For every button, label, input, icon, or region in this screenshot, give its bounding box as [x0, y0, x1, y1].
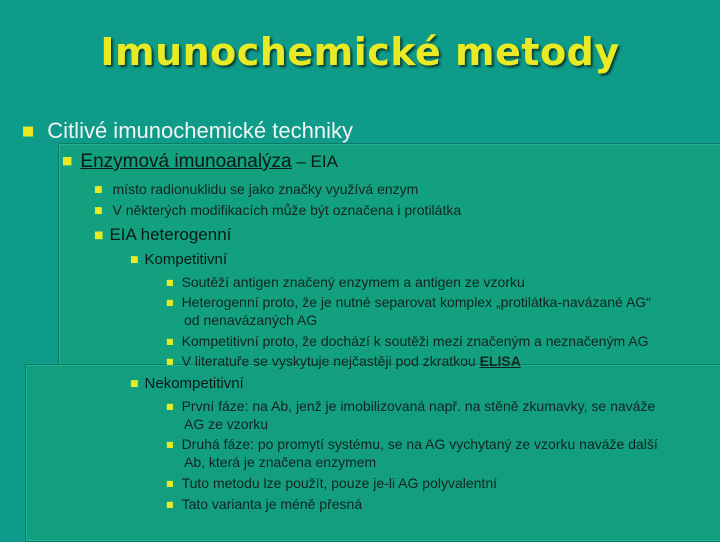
bullet-text: Kompetitivní proto, že dochází k soutěži mezi značeným a neznačeným AG [181, 333, 649, 349]
square-bullet-icon: ■ [166, 500, 174, 509]
bullet-text: Kompetitivní [144, 251, 228, 268]
bullet-text: První fáze: na Ab, jenž je imobilizovaná např. na stěně zkumavky, se naváže [181, 398, 656, 414]
square-bullet-icon: ■ [166, 479, 174, 488]
bullet-level5 [166, 274, 525, 290]
square-bullet-icon: ■ [62, 154, 73, 167]
bullet-level3 [94, 225, 231, 245]
bullet-level1 [22, 118, 353, 144]
bullet-text: Tuto metodu lze použít, pouze je-li AG polyvalentní [181, 475, 497, 491]
bullet-level4 [130, 251, 227, 268]
square-bullet-icon: ■ [166, 298, 174, 307]
bullet-level5 [166, 333, 648, 349]
bullet-text: Nekompetitivní [144, 375, 244, 392]
bullet-level3 [94, 181, 418, 197]
bullet-text: V některých modifikacích může být označena i protilátka [112, 202, 462, 218]
square-bullet-icon: ■ [166, 402, 174, 411]
square-bullet-icon: ■ [130, 379, 139, 389]
square-bullet-icon: ■ [166, 440, 174, 449]
bullet-continuation: od nenavázaných AG [184, 312, 318, 328]
bullet-text: místo radionuklidu se jako značky využívá enzym [112, 181, 419, 197]
square-bullet-icon: ■ [166, 357, 174, 366]
square-bullet-icon: ■ [94, 206, 103, 216]
square-bullet-icon: ■ [22, 124, 35, 139]
bullet-level5 [166, 398, 655, 414]
bullet-level4 [130, 375, 244, 392]
elisa-abbreviation: ELISA [479, 353, 521, 369]
square-bullet-icon: ■ [94, 185, 103, 195]
bullet-text: Tato varianta je méně přesná [181, 496, 363, 512]
bullet-level5 [166, 294, 651, 310]
slide-title: Imunochemické metody [100, 30, 620, 74]
bullet-text: Citlivé imunochemické techniky [47, 118, 353, 143]
bullet-level5 [166, 436, 658, 452]
bullet-text: Heterogenní proto, že je nutné separovat komplex „protilátka-navázané AG“ [181, 294, 651, 310]
bullet-text: EIA heterogenní [109, 225, 232, 244]
bullet-text: Enzymová imunoanalýza [80, 151, 292, 172]
bullet-text: Druhá fáze: po promytí systému, se na AG vychytaný ze vzorku naváže další [181, 436, 658, 452]
bullet-level3 [94, 202, 461, 218]
bullet-suffix: – EIA [291, 152, 338, 171]
bullet-level5 [166, 496, 362, 512]
bullet-level5 [166, 475, 497, 491]
square-bullet-icon: ■ [130, 255, 139, 265]
bullet-text: Soutěží antigen značený enzymem a antigen ze vzorku [181, 274, 525, 290]
bullet-text: V literatuře se vyskytuje nejčastěji pod zkratkou [181, 353, 480, 369]
bullet-level5 [166, 353, 521, 369]
bullet-continuation: Ab, která je značena enzymem [184, 454, 377, 470]
square-bullet-icon: ■ [166, 278, 174, 287]
square-bullet-icon: ■ [94, 230, 104, 241]
square-bullet-icon: ■ [166, 337, 174, 346]
bullet-level2 [62, 151, 338, 173]
bullet-continuation: AG ze vzorku [184, 416, 269, 432]
